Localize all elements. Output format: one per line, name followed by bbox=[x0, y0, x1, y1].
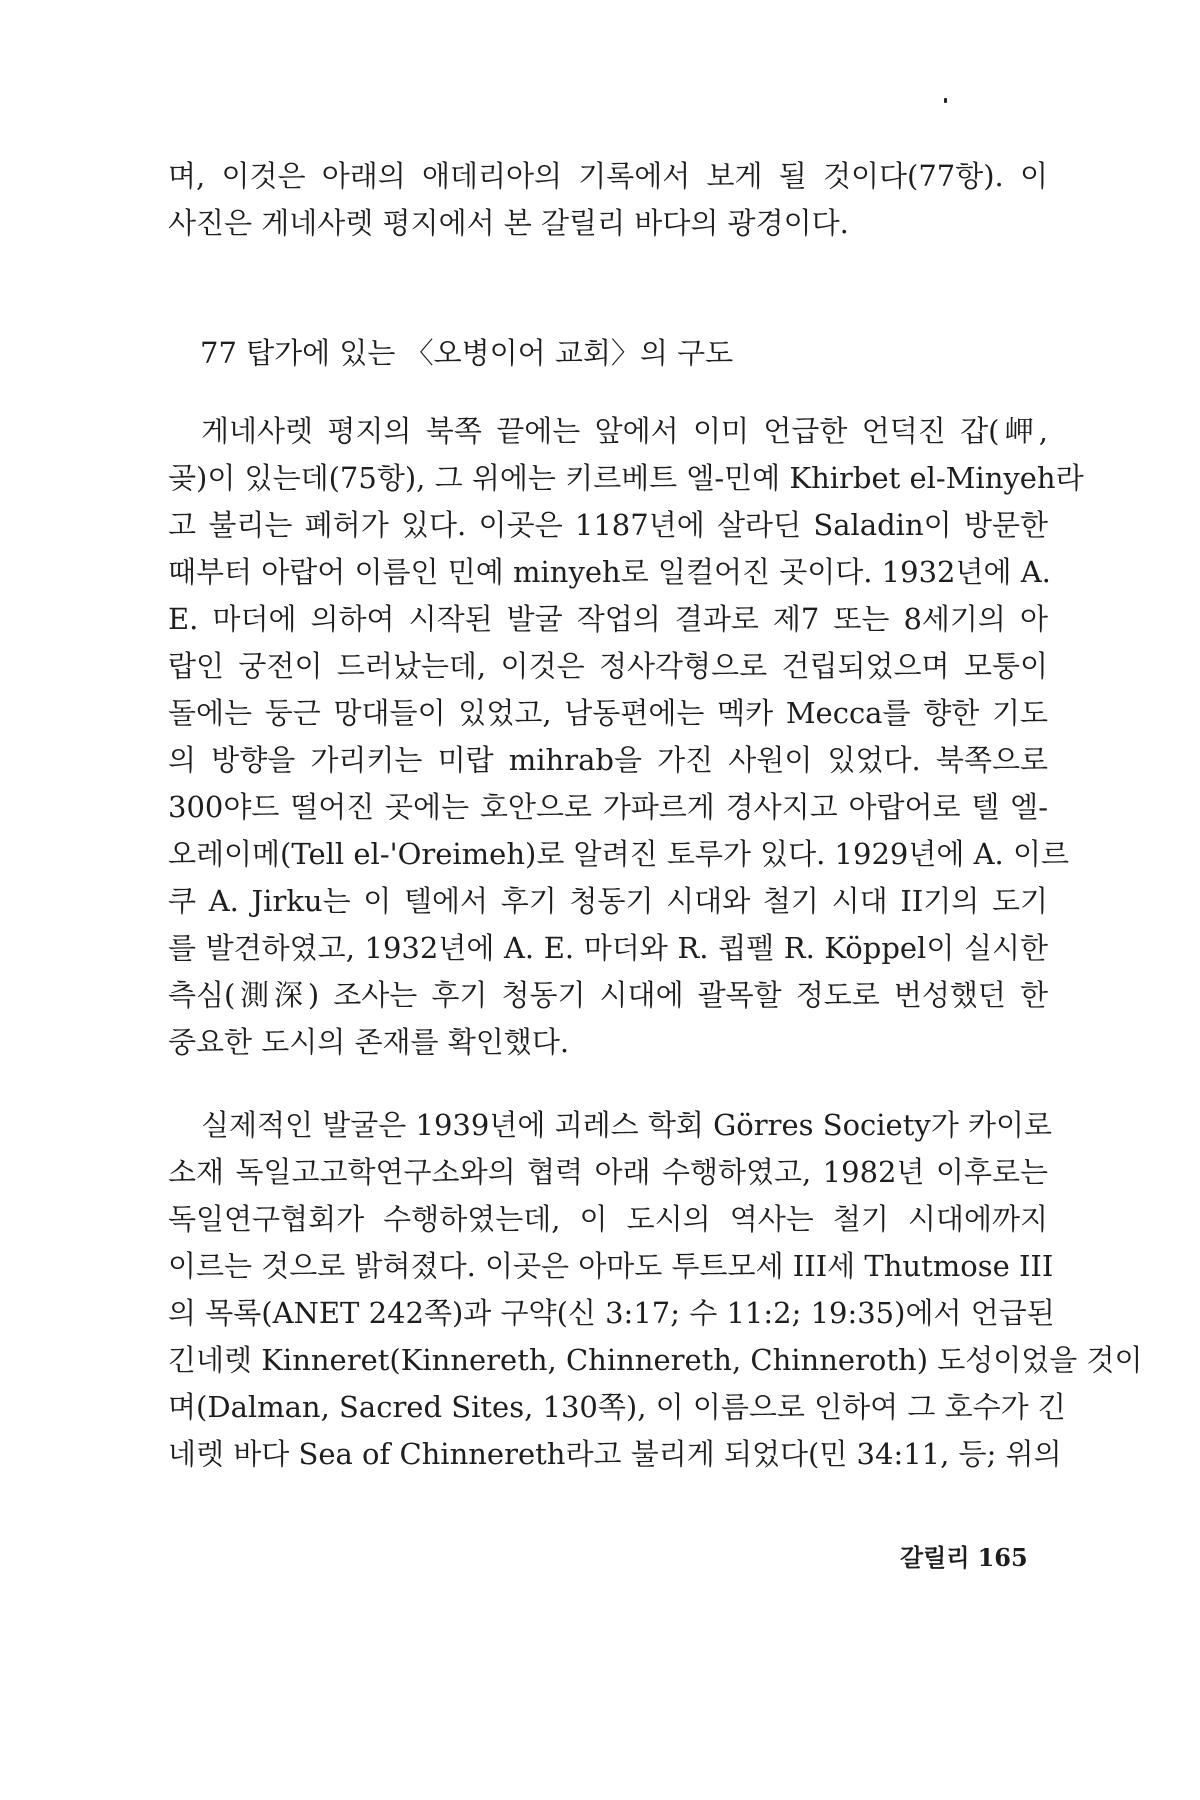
section-heading: 77 탑가에 있는 〈오병이어 교회〉의 구도 bbox=[200, 336, 734, 370]
page-number: 165 bbox=[977, 1543, 1028, 1572]
text-line: 측심(測深) 조사는 후기 청동기 시대에 괄목할 정도로 번성했던 한 bbox=[168, 978, 1048, 1012]
text-line: 긴네렛 Kinneret(Kinnereth, Chinnereth, Chinneroth) 도성이었을 것이 bbox=[168, 1343, 1143, 1377]
text-line: 쿠 A. Jirku는 이 텔에서 후기 청동기 시대와 철기 시대 II기의 도기 bbox=[168, 884, 1048, 918]
text-line: 고 불리는 폐허가 있다. 이곳은 1187년에 살라딘 Saladin이 방문한 bbox=[168, 508, 1048, 542]
text-line: 의 목록(ANET 242쪽)과 구약(신 3:17; 수 11:2; 19:35)에서 언급된 bbox=[168, 1296, 1055, 1330]
text-line: E. 마더에 의하여 시작된 발굴 작업의 결과로 제7 또는 8세기의 아 bbox=[168, 602, 1048, 636]
text-line: 독일연구협회가 수행하였는데, 이 도시의 역사는 철기 시대에까지 bbox=[168, 1202, 1048, 1236]
text-line: 곶)이 있는데(75항), 그 위에는 키르베트 엘-민예 Khirbet el-Minyeh라 bbox=[168, 461, 1084, 495]
intro-paragraph bbox=[168, 153, 1048, 247]
text-line: 며, 이것은 아래의 애데리아의 기록에서 보게 될 것이다(77항). 이 bbox=[168, 159, 1048, 193]
text-line: 실제적인 발굴은 1939년에 괴레스 학회 Görres Society가 카이로 bbox=[201, 1108, 1053, 1142]
text-line: 소재 독일고고학연구소와의 협력 아래 수행하였고, 1982년 이후로는 bbox=[168, 1155, 1048, 1189]
running-title: 갈릴리 bbox=[900, 1543, 970, 1572]
text-line: 며(Dalman, Sacred Sites, 130쪽), 이 이름으로 인하여 그 호수가 긴 bbox=[168, 1390, 1066, 1424]
scan-speck bbox=[944, 98, 947, 103]
text-line: 이르는 것으로 밝혀졌다. 이곳은 아마도 투트모세 III세 Thutmose III bbox=[168, 1249, 1054, 1283]
text-line: 300야드 떨어진 곳에는 호안으로 가파르게 경사지고 아랍어로 텔 엘- bbox=[168, 790, 1048, 824]
text-line: 의 방향을 가리키는 미랍 mihrab을 가진 사원이 있었다. 북쪽으로 bbox=[168, 743, 1048, 777]
text-line: 사진은 게네사렛 평지에서 본 갈릴리 바다의 광경이다. bbox=[168, 206, 849, 240]
body-paragraph-1 bbox=[168, 408, 1084, 1066]
text-line: 네렛 바다 Sea of Chinnereth라고 불리게 되었다(민 34:11, 등; 위의 bbox=[168, 1437, 1062, 1471]
text-line: 게네사렛 평지의 북쪽 끝에는 앞에서 이미 언급한 언덕진 갑(岬, bbox=[201, 414, 1048, 448]
text-line: 때부터 아랍어 이름인 민예 minyeh로 일컬어진 곳이다. 1932년에 A. bbox=[168, 555, 1051, 589]
text-line: 돌에는 둥근 망대들이 있었고, 남동편에는 멕카 Mecca를 향한 기도 bbox=[168, 696, 1048, 730]
body-paragraph-2 bbox=[168, 1102, 1143, 1478]
text-line: 랍인 궁전이 드러났는데, 이것은 정사각형으로 건립되었으며 모퉁이 bbox=[168, 649, 1048, 683]
text-line: 중요한 도시의 존재를 확인했다. bbox=[168, 1025, 570, 1059]
text-line: 오레이메(Tell el-'Oreimeh)로 알려진 토루가 있다. 1929년에 A. 이르 bbox=[168, 837, 1070, 871]
text-line: 를 발견하였고, 1932년에 A. E. 마더와 R. 쾹펠 R. Köppel이 실시한 bbox=[168, 931, 1048, 965]
page-footer bbox=[900, 1543, 1028, 1573]
